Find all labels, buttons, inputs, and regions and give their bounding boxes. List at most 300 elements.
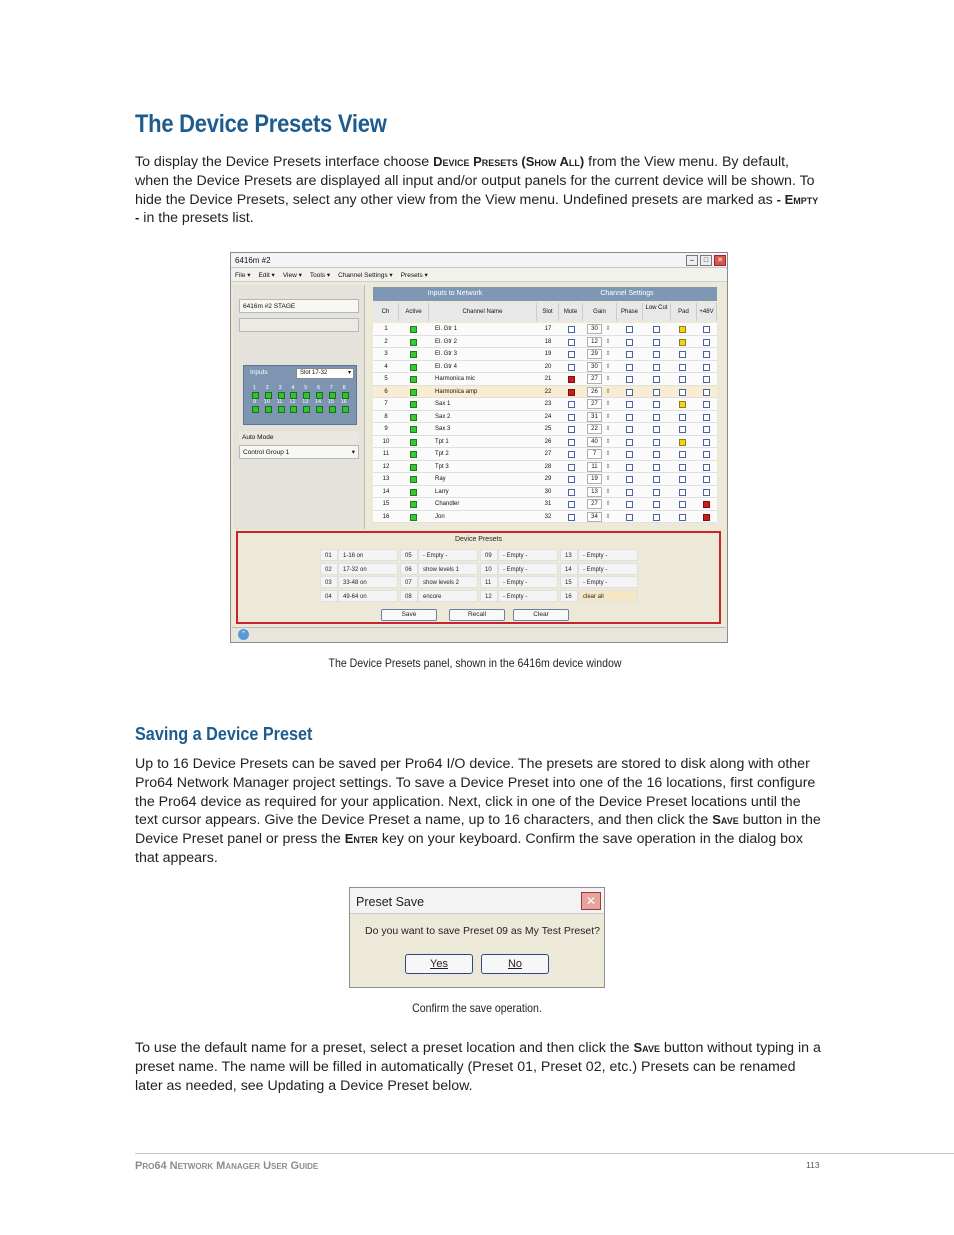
footer-guide-title: Pro64 Network Manager User Guide <box>135 1160 319 1172</box>
mute-checkbox[interactable] <box>568 389 575 396</box>
pad-checkbox[interactable] <box>679 501 686 508</box>
active-indicator[interactable] <box>410 401 417 408</box>
table-row[interactable] <box>373 398 717 411</box>
gain-input[interactable]: 7 <box>587 449 602 459</box>
preset-name-field[interactable]: - Empty - <box>578 549 638 561</box>
inputs-label: Inputs <box>250 369 268 376</box>
active-indicator[interactable] <box>410 364 417 371</box>
input-number: 11 <box>276 399 283 405</box>
slot-number: 30 <box>544 488 552 495</box>
phase-checkbox[interactable] <box>626 464 633 471</box>
phantom-48v-checkbox[interactable] <box>703 476 710 483</box>
active-indicator[interactable] <box>410 389 417 396</box>
channel-name[interactable]: Harmonica mic <box>435 376 476 382</box>
intro-text-3: in the presets list. <box>139 210 254 227</box>
stepper-icon[interactable]: ⇕ <box>605 513 611 520</box>
column-header[interactable]: Low Cut <box>643 303 671 321</box>
input-led[interactable] <box>303 392 310 399</box>
phantom-48v-checkbox[interactable] <box>703 451 710 458</box>
menu-item[interactable]: View ▾ <box>282 272 302 279</box>
channel-number: 10 <box>382 438 390 445</box>
preset-number: 07 <box>400 576 418 588</box>
channel-name[interactable]: Jon <box>435 513 445 520</box>
dialog-message: Do you want to save Preset 09 as My Test Preset? <box>365 925 601 937</box>
phantom-48v-checkbox[interactable] <box>703 501 710 508</box>
table-row[interactable] <box>373 473 717 486</box>
active-indicator[interactable] <box>410 514 417 521</box>
low-cut-checkbox[interactable] <box>653 414 660 421</box>
column-header[interactable]: +48V <box>697 303 717 321</box>
preset-name-field[interactable]: - Empty - <box>498 590 558 602</box>
table-row[interactable] <box>373 373 717 386</box>
phantom-48v-checkbox[interactable] <box>703 351 710 358</box>
preset-name-field[interactable]: - Empty - <box>578 576 638 588</box>
phase-checkbox[interactable] <box>626 414 633 421</box>
input-number: 2 <box>265 385 269 391</box>
channel-number: 16 <box>382 513 390 520</box>
close-icon[interactable]: ✕ <box>581 892 601 910</box>
gain-input[interactable]: 34 <box>587 512 602 522</box>
phase-checkbox[interactable] <box>626 451 633 458</box>
input-led[interactable] <box>265 406 272 413</box>
footer-rule <box>135 1153 954 1154</box>
close-icon[interactable]: ✕ <box>714 255 726 266</box>
channel-number: 8 <box>384 413 388 420</box>
menu-item[interactable]: Channel Settings ▾ <box>338 272 393 279</box>
mute-checkbox[interactable] <box>568 501 575 508</box>
stepper-icon[interactable]: ⇕ <box>605 376 611 382</box>
phantom-48v-checkbox[interactable] <box>703 389 710 396</box>
preset-number: 10 <box>480 563 498 575</box>
preset-number: 02 <box>320 563 338 575</box>
input-number: 8 <box>342 385 346 391</box>
saving-paragraph <box>135 755 825 868</box>
phase-checkbox[interactable] <box>626 501 633 508</box>
table-row[interactable] <box>373 461 717 474</box>
slot-number: 31 <box>544 501 552 507</box>
gain-input[interactable]: 12 <box>587 337 602 347</box>
save-keyword: Save <box>712 812 739 828</box>
pad-checkbox[interactable] <box>679 476 686 483</box>
channel-name[interactable]: Sax 1 <box>435 401 451 407</box>
channel-number: 13 <box>382 476 390 482</box>
phase-checkbox[interactable] <box>626 351 633 358</box>
low-cut-checkbox[interactable] <box>653 426 660 433</box>
input-led[interactable] <box>252 392 259 399</box>
preset-number: 08 <box>400 590 418 602</box>
clear-button[interactable]: Clear <box>513 609 569 621</box>
table-row[interactable] <box>373 386 717 399</box>
gain-input[interactable]: 30 <box>587 324 602 334</box>
mute-checkbox[interactable] <box>568 451 575 458</box>
input-led[interactable] <box>278 392 285 399</box>
pad-checkbox[interactable] <box>679 389 686 396</box>
stepper-icon[interactable]: ⇕ <box>605 451 611 457</box>
table-row[interactable] <box>373 498 717 511</box>
slot-number: 26 <box>544 438 552 445</box>
mute-checkbox[interactable] <box>568 339 575 346</box>
default-text-2: button without typing in a preset name. The name will be filled in automatically (Preset 01, Preset 02, etc.) Presets can be renamed later as needed, see Updating a Device Preset below. <box>135 1040 821 1094</box>
preset-name-field[interactable]: show levels 2 <box>418 576 478 588</box>
input-led[interactable] <box>252 406 259 413</box>
mute-checkbox[interactable] <box>568 489 575 496</box>
pad-checkbox[interactable] <box>679 364 686 371</box>
active-indicator[interactable] <box>410 439 417 446</box>
slot-number: 21 <box>544 376 552 382</box>
recall-button[interactable]: Recall <box>449 609 505 621</box>
mute-checkbox[interactable] <box>568 364 575 371</box>
menu-item[interactable]: Presets ▾ <box>400 272 428 279</box>
gain-input[interactable]: 27 <box>587 499 602 509</box>
pad-checkbox[interactable] <box>679 414 686 421</box>
phase-checkbox[interactable] <box>626 364 633 371</box>
table-row[interactable] <box>373 411 717 424</box>
left-pane <box>233 285 365 529</box>
minimize-icon[interactable]: – <box>686 255 698 266</box>
active-indicator[interactable] <box>410 501 417 508</box>
preset-name-field[interactable]: 33-48 on <box>338 576 398 588</box>
phantom-48v-checkbox[interactable] <box>703 489 710 496</box>
pad-checkbox[interactable] <box>679 426 686 433</box>
section-heading: Saving a Device Preset <box>135 724 313 744</box>
menu-item[interactable]: File ▾ <box>235 272 251 279</box>
phantom-48v-checkbox[interactable] <box>703 376 710 383</box>
pad-checkbox[interactable] <box>679 489 686 496</box>
preset-number: 15 <box>560 576 578 588</box>
table-row[interactable] <box>373 361 717 374</box>
gain-input[interactable]: 13 <box>587 487 602 497</box>
low-cut-checkbox[interactable] <box>653 326 660 333</box>
phase-checkbox[interactable] <box>626 489 633 496</box>
low-cut-checkbox[interactable] <box>653 451 660 458</box>
gain-input[interactable]: 29 <box>587 349 602 359</box>
low-cut-checkbox[interactable] <box>653 501 660 508</box>
active-indicator[interactable] <box>410 376 417 383</box>
no-button[interactable] <box>481 954 549 974</box>
column-header[interactable]: Channel Name <box>429 303 537 321</box>
mute-checkbox[interactable] <box>568 439 575 446</box>
slot-number: 22 <box>544 388 552 395</box>
device-presets-title: Device Presets <box>454 536 503 543</box>
stepper-icon[interactable]: ⇕ <box>605 388 611 395</box>
channel-number: 2 <box>384 338 388 345</box>
stepper-icon[interactable]: ⇕ <box>605 501 611 507</box>
low-cut-checkbox[interactable] <box>653 439 660 446</box>
input-led[interactable] <box>316 392 323 399</box>
window-title: 6416m #2 <box>235 256 271 265</box>
auto-mode[interactable]: Auto Mode <box>239 431 359 445</box>
phantom-48v-checkbox[interactable] <box>703 339 710 346</box>
menu-item[interactable]: Edit ▾ <box>258 272 275 279</box>
low-cut-checkbox[interactable] <box>653 351 660 358</box>
phase-checkbox[interactable] <box>626 389 633 396</box>
preset-name-field[interactable]: encore <box>418 590 478 602</box>
input-led[interactable] <box>303 406 310 413</box>
slot-number: 32 <box>544 513 552 520</box>
mute-checkbox[interactable] <box>568 414 575 421</box>
active-indicator[interactable] <box>410 414 417 421</box>
input-number: 6 <box>317 385 321 391</box>
device-name-field[interactable]: 6416m #2 STAGE <box>239 299 359 313</box>
stepper-icon[interactable]: ⇕ <box>605 351 611 357</box>
gain-input[interactable]: 26 <box>587 387 602 397</box>
preset-number: 05 <box>400 549 418 561</box>
channel-name[interactable]: Ray <box>435 476 446 482</box>
preset-name-field[interactable]: - Empty - <box>418 549 478 561</box>
channel-name[interactable]: Sax 3 <box>435 426 451 432</box>
low-cut-checkbox[interactable] <box>653 376 660 383</box>
channel-name[interactable]: El. Gtr 3 <box>435 351 458 357</box>
page-title: The Device Presets View <box>135 110 387 138</box>
stepper-icon[interactable]: ⇕ <box>605 476 611 482</box>
low-cut-checkbox[interactable] <box>653 389 660 396</box>
low-cut-checkbox[interactable] <box>653 401 660 408</box>
slot-select-value: Slot 17-32 <box>300 370 328 376</box>
phantom-48v-checkbox[interactable] <box>703 464 710 471</box>
active-indicator[interactable] <box>410 426 417 433</box>
channel-name[interactable]: Larry <box>435 488 449 495</box>
preset-name-field[interactable]: - Empty - <box>498 563 558 575</box>
mute-checkbox[interactable] <box>568 326 575 333</box>
phantom-48v-checkbox[interactable] <box>703 426 710 433</box>
low-cut-checkbox[interactable] <box>653 489 660 496</box>
preset-number: 06 <box>400 563 418 575</box>
stepper-icon[interactable]: ⇕ <box>605 338 611 345</box>
pad-checkbox[interactable] <box>679 401 686 408</box>
channel-name[interactable]: Tpt 2 <box>435 451 449 457</box>
phase-checkbox[interactable] <box>626 476 633 483</box>
stepper-icon[interactable]: ⇕ <box>605 413 611 420</box>
slot-number: 17 <box>544 326 552 332</box>
input-number: 9 <box>253 399 257 405</box>
intro-text-1: To display the Device Presets interface choose <box>135 154 434 170</box>
status-bar <box>232 627 726 641</box>
stepper-icon[interactable]: ⇕ <box>605 488 611 495</box>
gain-input[interactable]: 27 <box>587 374 602 384</box>
dialog-titlebar <box>350 888 604 914</box>
channel-number: 11 <box>382 451 390 457</box>
pad-checkbox[interactable] <box>679 351 686 358</box>
preset-name-field[interactable]: - Empty - <box>498 549 558 561</box>
low-cut-checkbox[interactable] <box>653 464 660 471</box>
slot-number: 25 <box>544 426 552 432</box>
slot-number: 23 <box>544 401 552 407</box>
channel-name[interactable]: Harmonica amp <box>435 388 478 395</box>
input-number: 7 <box>329 385 333 391</box>
input-number: 1 <box>253 385 257 391</box>
caption-confirm: Confirm the save operation. <box>412 1001 542 1015</box>
mute-checkbox[interactable] <box>568 476 575 483</box>
device-presets-panel <box>236 531 721 624</box>
intro-paragraph <box>135 153 825 228</box>
menu-item[interactable]: Tools ▾ <box>309 272 331 279</box>
channel-name[interactable]: Chandler <box>435 501 460 507</box>
pad-checkbox[interactable] <box>679 339 686 346</box>
active-indicator[interactable] <box>410 451 417 458</box>
preset-name-field[interactable]: clear all <box>578 590 638 602</box>
phase-checkbox[interactable] <box>626 401 633 408</box>
page-number: 113 <box>806 1160 820 1170</box>
active-indicator[interactable] <box>410 464 417 471</box>
table-row[interactable] <box>373 423 717 436</box>
active-indicator[interactable] <box>410 326 417 333</box>
input-led[interactable] <box>342 406 349 413</box>
table-row[interactable] <box>373 486 717 499</box>
table-row[interactable] <box>373 436 717 449</box>
preset-number: 13 <box>560 549 578 561</box>
table-row[interactable] <box>373 348 717 361</box>
gain-input[interactable]: 40 <box>587 437 602 447</box>
stepper-icon[interactable]: ⇕ <box>605 463 611 470</box>
stepper-icon[interactable]: ⇕ <box>605 438 611 445</box>
input-led[interactable] <box>290 392 297 399</box>
stepper-icon[interactable]: ⇕ <box>605 426 611 432</box>
stepper-icon[interactable]: ⇕ <box>605 401 611 407</box>
column-header[interactable]: Mute <box>559 303 583 321</box>
channel-name[interactable]: El. Gtr 2 <box>435 338 458 345</box>
column-header[interactable]: Phase <box>617 303 643 321</box>
input-led[interactable] <box>329 392 336 399</box>
yes-label: Yes <box>430 958 448 970</box>
input-number: 5 <box>304 385 308 391</box>
inputs-panel <box>243 365 357 425</box>
pad-checkbox[interactable] <box>679 439 686 446</box>
phase-checkbox[interactable] <box>626 514 633 521</box>
low-cut-checkbox[interactable] <box>653 476 660 483</box>
input-led[interactable] <box>278 406 285 413</box>
saving-text-3: key on your keyboard. Confirm the save operation in the dialog box that appears. <box>135 831 804 866</box>
channel-name[interactable]: El. Gtr 4 <box>435 363 458 370</box>
input-number: 4 <box>291 385 295 391</box>
channel-name[interactable]: Sax 2 <box>435 413 451 420</box>
low-cut-checkbox[interactable] <box>653 364 660 371</box>
no-label: No <box>507 958 523 970</box>
phase-checkbox[interactable] <box>626 439 633 446</box>
table-row[interactable] <box>373 511 717 524</box>
table-row[interactable] <box>373 323 717 336</box>
yes-button[interactable] <box>405 954 473 974</box>
mute-checkbox[interactable] <box>568 464 575 471</box>
input-led[interactable] <box>290 406 297 413</box>
slot-number: 27 <box>544 451 552 457</box>
channel-settings-header: Channel Settings <box>537 287 717 301</box>
mute-checkbox[interactable] <box>568 514 575 521</box>
mute-checkbox[interactable] <box>568 401 575 408</box>
channel-number: 14 <box>382 488 390 495</box>
slot-number: 24 <box>544 413 552 420</box>
preset-number: 14 <box>560 563 578 575</box>
menu-bar <box>231 268 727 282</box>
stepper-icon[interactable]: ⇕ <box>605 363 611 370</box>
table-row[interactable] <box>373 448 717 461</box>
gain-input[interactable]: 30 <box>587 362 602 372</box>
preset-number: 04 <box>320 590 338 602</box>
phantom-48v-checkbox[interactable] <box>703 414 710 421</box>
table-row[interactable] <box>373 336 717 349</box>
active-indicator[interactable] <box>410 339 417 346</box>
column-header[interactable]: Active <box>399 303 429 321</box>
pad-checkbox[interactable] <box>679 514 686 521</box>
pad-checkbox[interactable] <box>679 326 686 333</box>
active-indicator[interactable] <box>410 476 417 483</box>
gain-input[interactable]: 22 <box>587 424 602 434</box>
window-titlebar <box>231 253 727 268</box>
preset-name-field[interactable]: - Empty - <box>498 576 558 588</box>
input-number: 15 <box>327 399 334 405</box>
preset-name-field[interactable]: - Empty - <box>578 563 638 575</box>
input-led[interactable] <box>265 392 272 399</box>
channel-name[interactable]: Tpt 1 <box>435 438 449 445</box>
input-led[interactable] <box>329 406 336 413</box>
phantom-48v-checkbox[interactable] <box>703 326 710 333</box>
channel-name[interactable]: El. Gtr 1 <box>435 326 458 332</box>
preset-number: 16 <box>560 590 578 602</box>
channel-number: 6 <box>384 388 388 395</box>
pad-checkbox[interactable] <box>679 376 686 383</box>
active-indicator[interactable] <box>410 351 417 358</box>
column-header[interactable]: Pad <box>671 303 697 321</box>
phantom-48v-checkbox[interactable] <box>703 514 710 521</box>
channel-name[interactable]: Tpt 3 <box>435 463 449 470</box>
low-cut-checkbox[interactable] <box>653 339 660 346</box>
save-keyword-2: Save <box>633 1040 660 1055</box>
save-button[interactable]: Save <box>381 609 437 621</box>
phase-checkbox[interactable] <box>626 426 633 433</box>
blank-field <box>239 318 359 332</box>
preset-number: 11 <box>480 576 498 588</box>
phase-checkbox[interactable] <box>626 326 633 333</box>
channel-number: 4 <box>384 363 388 370</box>
control-group-select[interactable] <box>239 445 359 459</box>
preset-name-field[interactable]: show levels 1 <box>418 563 478 575</box>
column-header[interactable]: Ch <box>373 303 399 321</box>
gain-input[interactable]: 11 <box>587 462 602 472</box>
mute-checkbox[interactable] <box>568 376 575 383</box>
input-led[interactable] <box>316 406 323 413</box>
phantom-48v-checkbox[interactable] <box>703 439 710 446</box>
active-indicator[interactable] <box>410 489 417 496</box>
preset-name-field[interactable]: 1-16 on <box>338 549 398 561</box>
phantom-48v-checkbox[interactable] <box>703 364 710 371</box>
dialog-title: Preset Save <box>356 895 425 909</box>
input-number: 16 <box>340 399 347 405</box>
collapse-icon[interactable]: ⌃ <box>238 629 249 640</box>
preset-number: 03 <box>320 576 338 588</box>
mute-checkbox[interactable] <box>568 426 575 433</box>
channel-number: 9 <box>384 426 388 432</box>
low-cut-checkbox[interactable] <box>653 514 660 521</box>
mute-checkbox[interactable] <box>568 351 575 358</box>
stepper-icon[interactable]: ⇕ <box>605 326 611 332</box>
gain-input[interactable]: 31 <box>587 412 602 422</box>
column-header[interactable]: Slot <box>537 303 559 321</box>
maximize-icon[interactable]: □ <box>700 255 712 266</box>
control-group-value: Control Group 1 <box>243 449 290 456</box>
phantom-48v-checkbox[interactable] <box>703 401 710 408</box>
phase-checkbox[interactable] <box>626 339 633 346</box>
column-header[interactable]: Gain <box>583 303 617 321</box>
phase-checkbox[interactable] <box>626 376 633 383</box>
preset-name-field[interactable]: 49-64 on <box>338 590 398 602</box>
input-led[interactable] <box>342 392 349 399</box>
preset-save-dialog <box>349 887 605 988</box>
slot-select[interactable] <box>296 368 354 379</box>
pad-checkbox[interactable] <box>679 464 686 471</box>
gain-input[interactable]: 27 <box>587 399 602 409</box>
preset-name-field[interactable]: 17-32 on <box>338 563 398 575</box>
gain-input[interactable]: 19 <box>587 474 602 484</box>
pad-checkbox[interactable] <box>679 451 686 458</box>
